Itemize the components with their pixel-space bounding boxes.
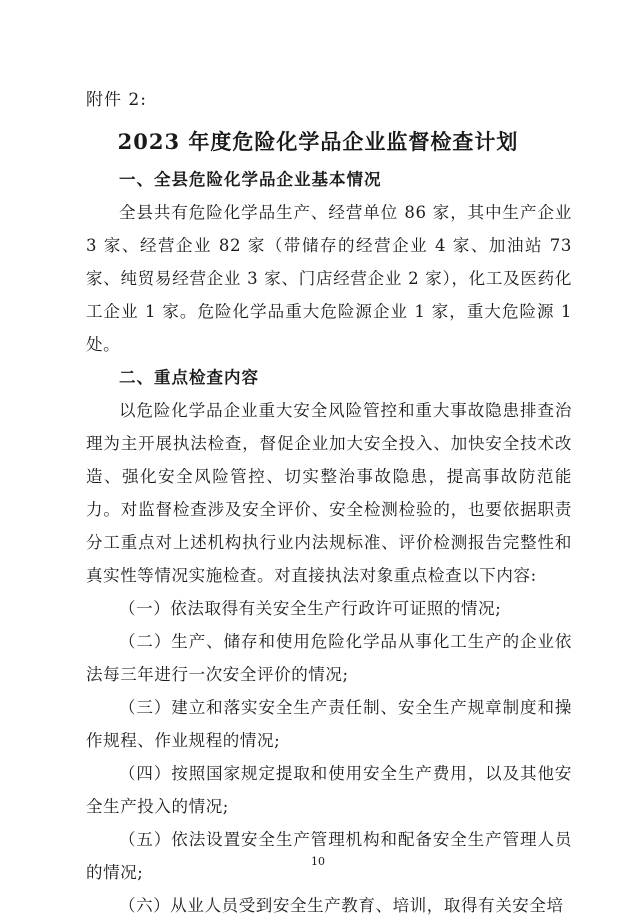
list-item-6: （六）从业人员受到安全生产教育、培训，取得有关安全培	[119, 896, 564, 915]
paragraph-basic-info: 全县共有危险化学品生产、经营单位 86 家，其中生产企业 3 家、经营企业 82 家（带储存的经营企业 4 家、加油站 73 家、纯贸易经营企业 3 家、门店经营企业 2 家），化工及医药化工企业 1 家。危险化学品重大危险源企业 1 家，重大危险源 1 处。	[86, 203, 572, 354]
attachment-label: 附件 2:	[86, 90, 147, 110]
document-body	[86, 163, 572, 922]
list-item-2: （二）生产、储存和使用危险化学品从事化工生产的企业依法每三年进行一次安全评价的情况;	[86, 632, 572, 684]
section-heading-inspection-content: 二、重点检查内容	[119, 368, 259, 387]
list-item-1: （一）依法取得有关安全生产行政许可证照的情况;	[119, 599, 502, 618]
list-item-3: （三）建立和落实安全生产责任制、安全生产规章制度和操作规程、作业规程的情况;	[86, 698, 572, 750]
page-number: 10	[311, 855, 325, 868]
list-item-4: （四）按照国家规定提取和使用安全生产费用，以及其他安全生产投入的情况;	[86, 764, 572, 816]
list-item-5: （五）依法设置安全生产管理机构和配备安全生产管理人员的情况;	[86, 830, 572, 882]
document-title: 2023 年度危险化学品企业监督检查计划	[117, 129, 519, 154]
section-heading-basic-info: 一、全县危险化学品企业基本情况	[119, 170, 382, 189]
paragraph-inspection-content: 以危险化学品企业重大安全风险管控和重大事故隐患排查治理为主开展执法检查，督促企业加大安全投入、加快安全技术改造、强化安全风险管控、切实整治事故隐患，提高事故防范能力。对监督检查涉及安全评价、安全检测检验的，也要依据职责分工重点对上述机构执行业内法规标准、评价检测报告完整性和真实性等情况实施检查。对直接执法对象重点检查以下内容:	[86, 401, 572, 585]
